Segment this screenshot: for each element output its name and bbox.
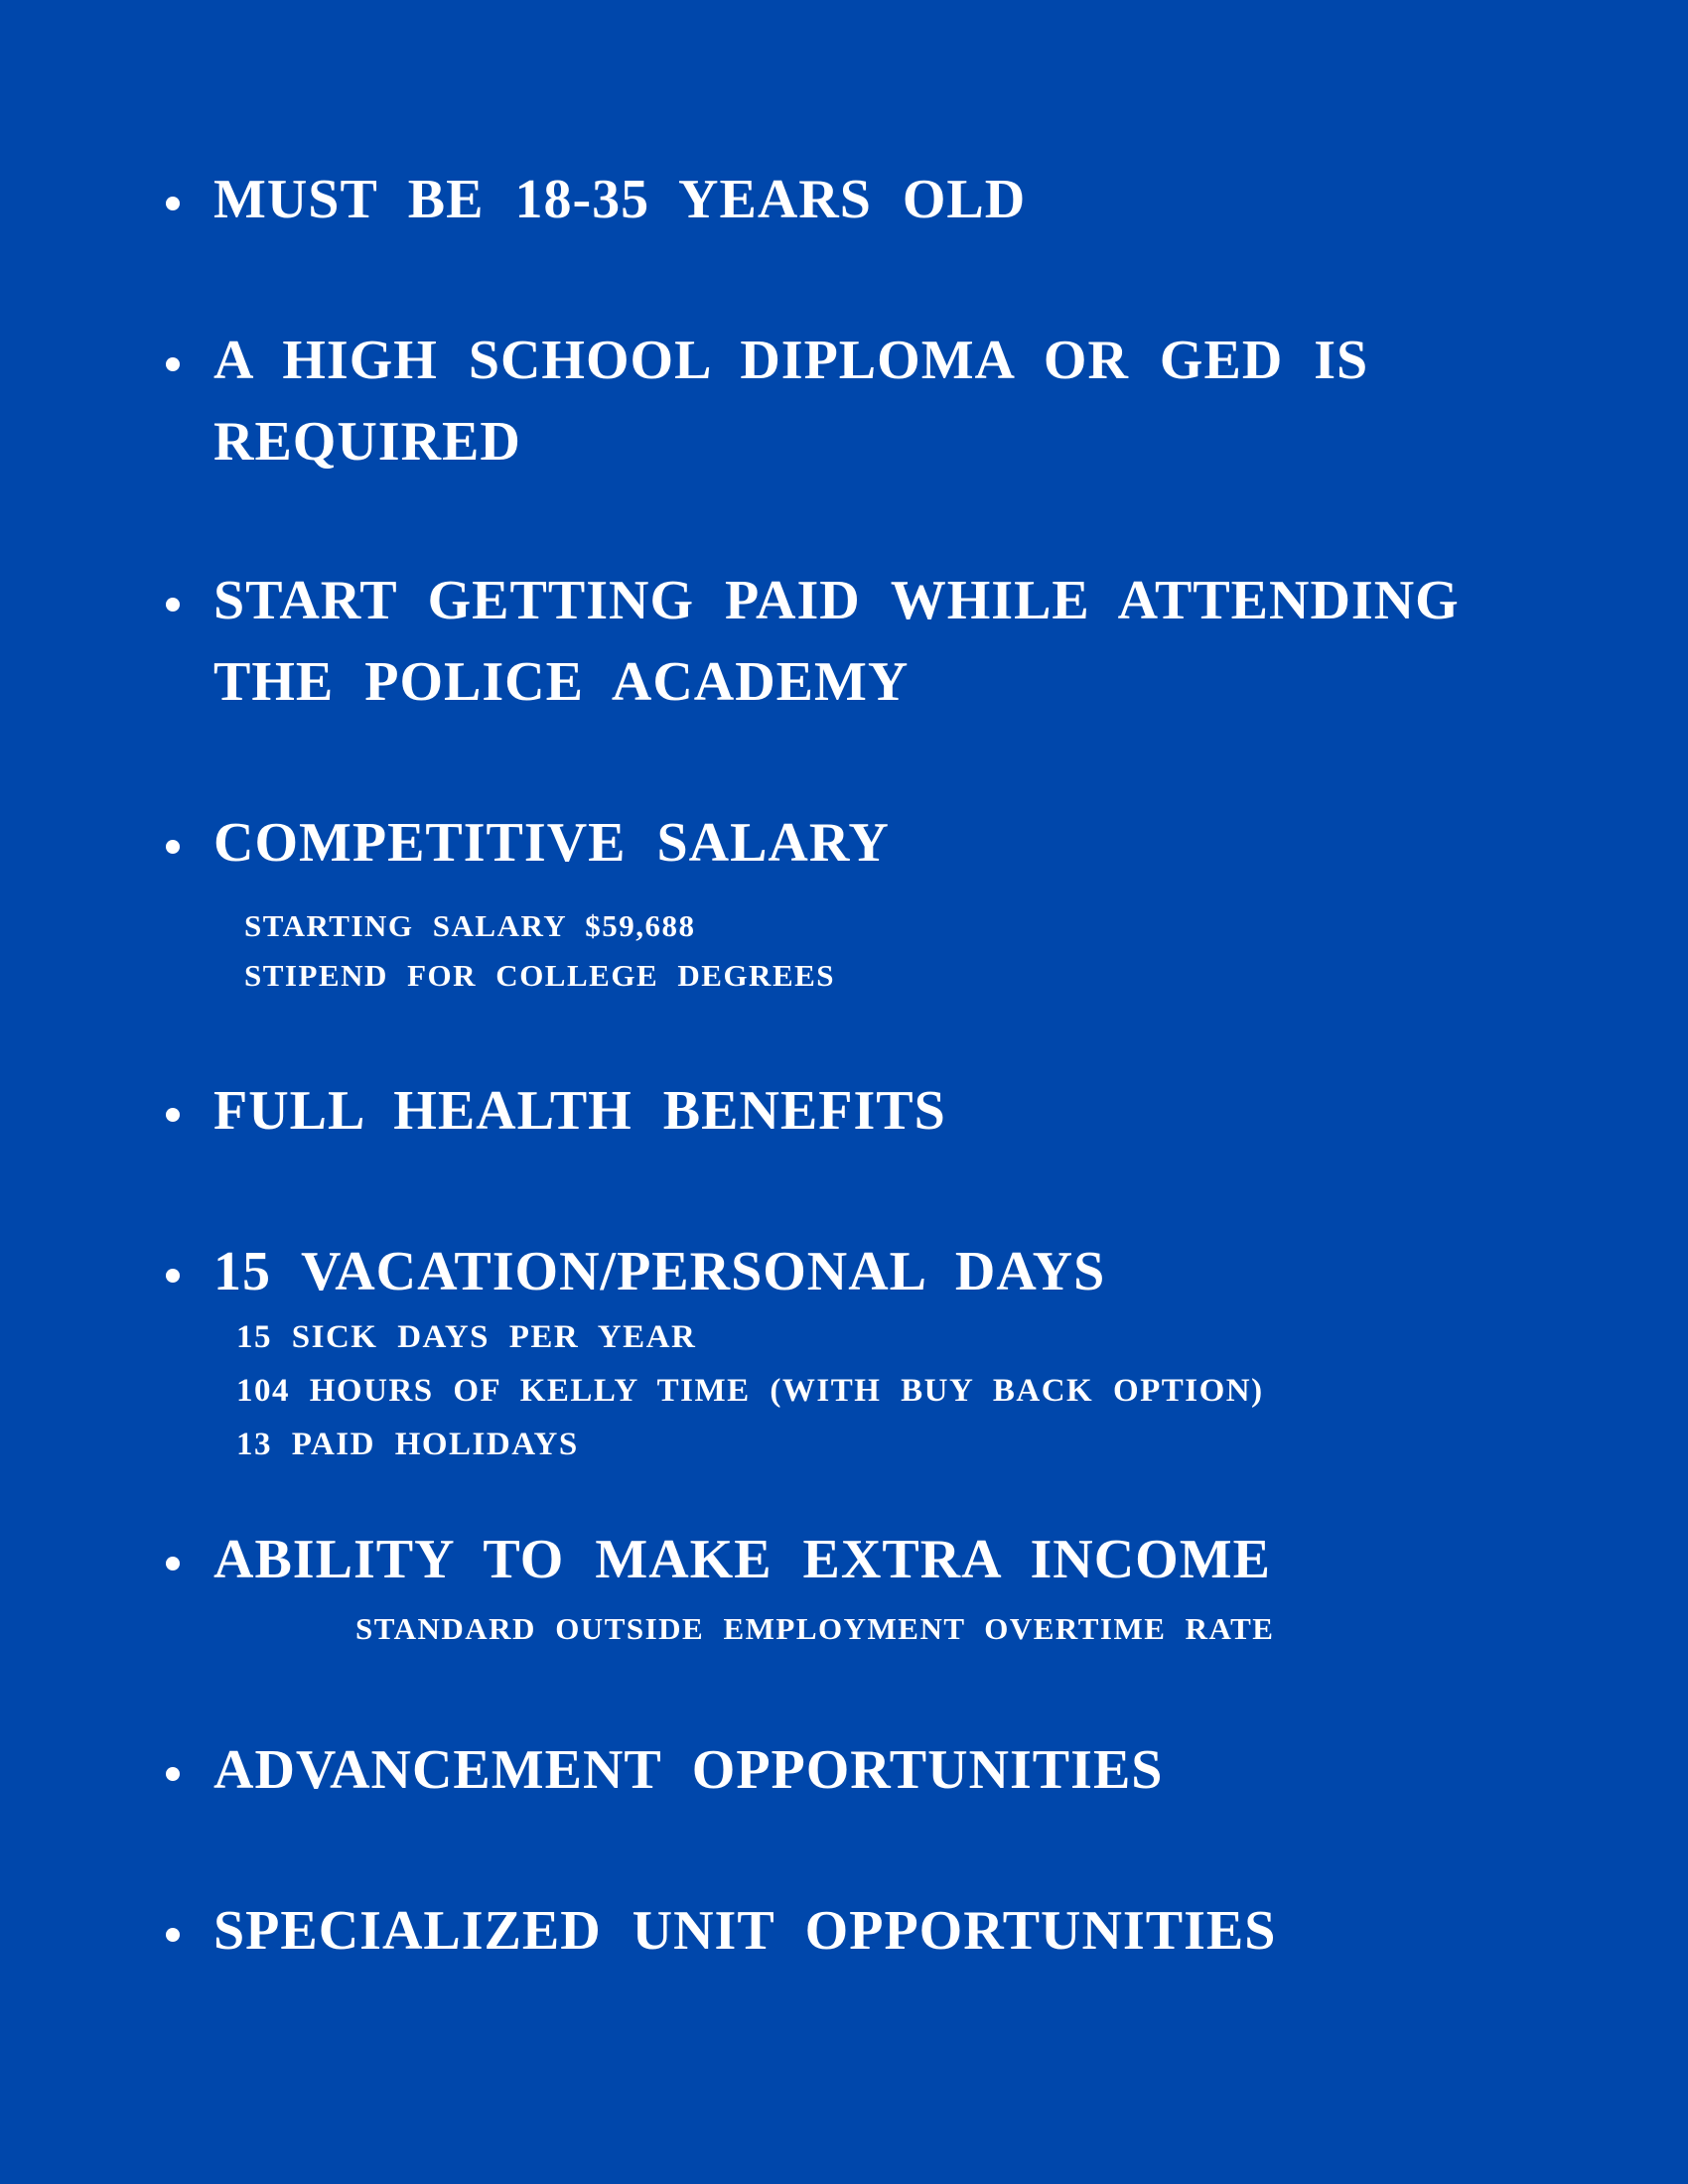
detail-line: STIPEND FOR COLLEGE DEGREES — [244, 958, 836, 993]
heading-line: SPECIALIZED UNIT OPPORTUNITIES — [213, 1900, 1277, 1962]
item-heading — [213, 159, 1026, 240]
heading-line: A HIGH SCHOOL DIPLOMA OR GED IS — [213, 330, 1369, 391]
item-heading — [213, 1070, 946, 1152]
bullet-icon — [166, 598, 180, 612]
item-details — [236, 1310, 1264, 1471]
item-details — [244, 901, 835, 1001]
item-details — [355, 1602, 1274, 1656]
item-heading — [213, 1729, 1163, 1811]
item-heading — [213, 560, 1460, 723]
detail-line: 15 SICK DAYS PER YEAR — [236, 1319, 697, 1355]
item-heading — [213, 1890, 1276, 1972]
bullet-icon — [166, 1108, 180, 1122]
heading-line: REQUIRED — [213, 411, 521, 473]
detail-line: 104 HOURS OF KELLY TIME (WITH BUY BACK OPTION) — [236, 1373, 1264, 1409]
item-heading — [213, 320, 1368, 482]
heading-line: ABILITY TO MAKE EXTRA INCOME — [213, 1529, 1271, 1590]
bullet-icon — [166, 1269, 180, 1283]
detail-line: STANDARD OUTSIDE EMPLOYMENT OVERTIME RATE — [355, 1611, 1275, 1646]
heading-line: COMPETITIVE SALARY — [213, 812, 890, 874]
detail-line: STARTING SALARY $59,688 — [244, 908, 696, 943]
heading-line: THE POLICE ACADEMY — [213, 651, 910, 713]
item-heading — [213, 1519, 1271, 1600]
bullet-icon — [166, 1767, 180, 1781]
bullet-icon — [166, 1928, 180, 1942]
bullet-icon — [166, 357, 180, 371]
heading-line: START GETTING PAID WHILE ATTENDING — [213, 570, 1460, 631]
bullet-icon — [166, 1557, 180, 1570]
item-heading — [213, 1231, 1105, 1312]
heading-line: MUST BE 18-35 YEARS OLD — [213, 169, 1027, 230]
item-heading — [213, 802, 890, 884]
bullet-icon — [166, 840, 180, 854]
bullet-icon — [166, 197, 180, 210]
heading-line: ADVANCEMENT OPPORTUNITIES — [213, 1739, 1164, 1801]
heading-line: FULL HEALTH BENEFITS — [213, 1080, 946, 1142]
heading-line: 15 VACATION/PERSONAL DAYS — [213, 1241, 1106, 1302]
detail-line: 13 PAID HOLIDAYS — [236, 1427, 579, 1462]
